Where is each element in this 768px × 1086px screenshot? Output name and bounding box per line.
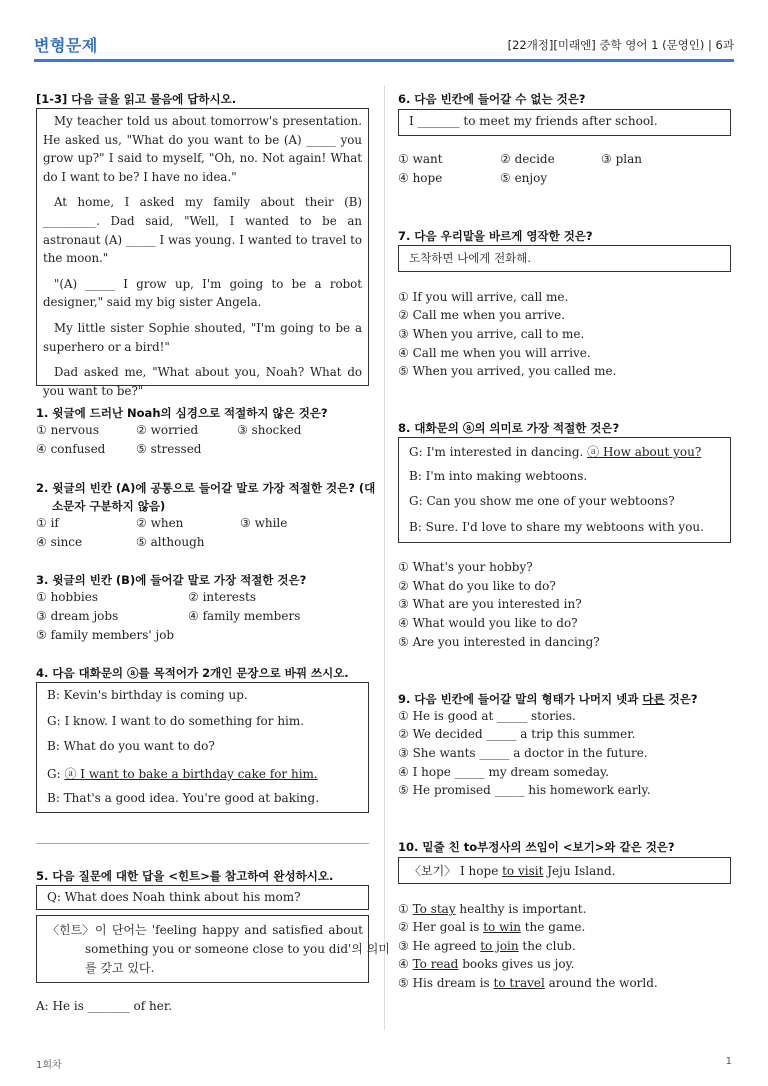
q3-option[interactable]: ③ dream jobs xyxy=(36,609,119,623)
q6-option[interactable]: ③ plan xyxy=(601,152,642,166)
q10-question: 10. 밑줄 친 to부정사의 쓰임이 <보기>와 같은 것은? xyxy=(398,840,675,854)
q3-option[interactable]: ② interests xyxy=(188,590,257,604)
q9-option[interactable]: ⑤ He promised _____ his homework early. xyxy=(398,783,651,797)
q5-hint-text: something you or someone close to you did'의 의미 xyxy=(85,942,390,956)
passage-paragraph: "(A) _____ I grow up, I'm going to be a robot designer," said my big sister Angela. xyxy=(43,276,362,310)
q8-option[interactable]: ⑤ Are you interested in dancing? xyxy=(398,635,600,649)
passage-instruction: [1-3] 다음 글을 읽고 물음에 답하시오. xyxy=(36,92,237,106)
q8-line: B: I'm into making webtoons. xyxy=(409,469,588,483)
q5-hint-text: 를 갖고 있다. xyxy=(85,961,155,975)
q5-prompt-box xyxy=(36,885,369,910)
q6-option[interactable]: ② decide xyxy=(500,152,555,166)
q2-option[interactable]: ⑤ although xyxy=(136,535,205,549)
q2-question: 2. 윗글의 빈칸 (A)에 공통으로 들어갈 말로 가장 적절한 것은? (대 xyxy=(36,481,376,495)
passage-paragraph: My little sister Sophie shouted, "I'm going to be a superhero or a bird!" xyxy=(43,320,362,354)
q4-line: B: That's a good idea. You're good at baking. xyxy=(47,791,320,805)
q2-option[interactable]: ② when xyxy=(136,516,184,530)
q8-question: 8. 대화문의 ⓐ의 의미로 가장 적절한 것은? xyxy=(398,421,620,435)
q3-option[interactable]: ① hobbies xyxy=(36,590,98,604)
q10-option[interactable]: ① To stay healthy is important. xyxy=(398,902,587,916)
q6-option[interactable]: ④ hope xyxy=(398,171,443,185)
header-rule xyxy=(34,59,734,62)
q1-option[interactable]: ② worried xyxy=(136,423,199,437)
q4-question: 4. 다음 대화문의 ⓐ를 목적어가 2개인 문장으로 바꿔 쓰시오. xyxy=(36,666,349,680)
q7-korean-box xyxy=(398,245,731,272)
q7-korean: 도착하면 나에게 전화해. xyxy=(409,251,532,265)
q8-line: G: Can you show me one of your webtoons? xyxy=(409,494,675,508)
q10-example: 〈보기〉 I hope to visit Jeju Island. xyxy=(409,864,616,878)
q9-option[interactable]: ③ She wants _____ a doctor in the future. xyxy=(398,746,648,760)
q4-line: G: ⓐ I want to bake a birthday cake for him. xyxy=(47,767,318,781)
q5-hint-box xyxy=(36,915,390,983)
q4-line: B: What do you want to do? xyxy=(47,739,215,753)
column-divider xyxy=(384,85,385,1030)
q1-option[interactable]: ⑤ stressed xyxy=(136,442,202,456)
q10-option[interactable]: ④ To read books gives us joy. xyxy=(398,957,575,971)
q7-option[interactable]: ⑤ When you arrived, you called me. xyxy=(398,364,617,378)
q10-example-box xyxy=(398,857,731,884)
q4-line: G: I know. I want to do something for him. xyxy=(47,714,305,728)
q2-option[interactable]: ④ since xyxy=(36,535,83,549)
q8-line: B: Sure. I'd love to share my webtoons with you. xyxy=(409,520,704,534)
q1-question: 1. 윗글에 드러난 Noah의 심경으로 적절하지 않은 것은? xyxy=(36,406,328,420)
section-separator xyxy=(36,843,369,844)
q4-target-sentence: ⓐ I want to bake a birthday cake for him. xyxy=(64,767,318,781)
q6-question: 6. 다음 빈칸에 들어갈 수 없는 것은? xyxy=(398,92,586,106)
q7-option[interactable]: ④ Call me when you will arrive. xyxy=(398,346,591,360)
q8-option[interactable]: ① What's your hobby? xyxy=(398,560,533,574)
q9-option[interactable]: ④ I hope _____ my dream someday. xyxy=(398,765,610,779)
q2-option[interactable]: ③ while xyxy=(240,516,288,530)
q9-option[interactable]: ① He is good at _____ stories. xyxy=(398,709,576,723)
q7-question: 7. 다음 우리말을 바르게 영작한 것은? xyxy=(398,229,593,243)
q7-option[interactable]: ③ When you arrive, call to me. xyxy=(398,327,585,341)
q6-sentence: I _______ to meet my friends after school. xyxy=(409,114,658,128)
passage-paragraph: Dad asked me, "What about you, Noah? What do you want to be?" xyxy=(43,365,362,398)
q8-option[interactable]: ④ What would you like to do? xyxy=(398,616,578,630)
q4-line: B: Kevin's birthday is coming up. xyxy=(47,688,248,702)
q1-option[interactable]: ③ shocked xyxy=(237,423,302,437)
q8-dialogue-box xyxy=(398,437,731,543)
q7-option[interactable]: ② Call me when you arrive. xyxy=(398,308,566,322)
q5-answer-line[interactable]: A: He is _______ of her. xyxy=(36,999,173,1013)
q8-option[interactable]: ③ What are you interested in? xyxy=(398,597,582,611)
q10-option[interactable]: ⑤ His dream is to travel around the world. xyxy=(398,976,658,990)
q3-option[interactable]: ⑤ family members' job xyxy=(36,628,175,642)
q8-line: G: I'm interested in dancing. ⓐ How about you? xyxy=(409,445,702,459)
passage-box xyxy=(36,108,369,398)
q1-option[interactable]: ① nervous xyxy=(36,423,100,437)
q2-option[interactable]: ① if xyxy=(36,516,59,530)
q4-dialogue-box xyxy=(36,682,369,813)
q1-option[interactable]: ④ confused xyxy=(36,442,106,456)
q6-option[interactable]: ① want xyxy=(398,152,443,166)
q6-sentence-box xyxy=(398,109,731,136)
q10-option[interactable]: ② Her goal is to win the game. xyxy=(398,920,586,934)
q3-question: 3. 윗글의 빈칸 (B)에 들어갈 말로 가장 적절한 것은? xyxy=(36,573,307,587)
q9-question: 9. 다음 빈칸에 들어갈 말의 형태가 나머지 넷과 다른 것은? xyxy=(398,692,698,706)
footer-session: 1회차 xyxy=(36,1060,62,1071)
q5-hint-label: 〈힌트〉 xyxy=(47,923,95,937)
q8-target-phrase: ⓐ How about you? xyxy=(587,445,702,459)
q8-option[interactable]: ② What do you like to do? xyxy=(398,579,556,593)
q6-option[interactable]: ⑤ enjoy xyxy=(500,171,548,185)
q5-prompt: Q: What does Noah think about his mom? xyxy=(47,890,301,904)
q2-question-cont: 소문자 구분하지 않음) xyxy=(52,499,166,513)
page-title: 변형문제 xyxy=(34,36,98,55)
q5-question: 5. 다음 질문에 대한 답을 <힌트>를 참고하여 완성하시오. xyxy=(36,869,334,883)
q10-option[interactable]: ③ He agreed to join the club. xyxy=(398,939,576,953)
q5-hint-text: 이 단어는 'feeling happy and satisfied about xyxy=(95,923,363,937)
passage-paragraph: My teacher told us about tomorrow's presentation. He asked us, "What do you want to be (A) _____ you grow up?" I said to myself, "Oh, no. Not again! What do I want to be? I have no idea." xyxy=(43,114,362,184)
passage-paragraph: At home, I asked my family about their (B) _________. Dad said, "Well, I wanted to be an astronaut (A) _____ I was young. I wanted to travel to the moon." xyxy=(43,195,362,266)
course-info: [22개정][미래엔] 중학 영어 1 (문영인) | 6과 xyxy=(507,38,734,52)
q9-option[interactable]: ② We decided _____ a trip this summer. xyxy=(398,727,636,741)
page-number: 1 xyxy=(725,1056,732,1067)
q7-option[interactable]: ① If you will arrive, call me. xyxy=(398,290,569,304)
q3-option[interactable]: ④ family members xyxy=(188,609,301,623)
